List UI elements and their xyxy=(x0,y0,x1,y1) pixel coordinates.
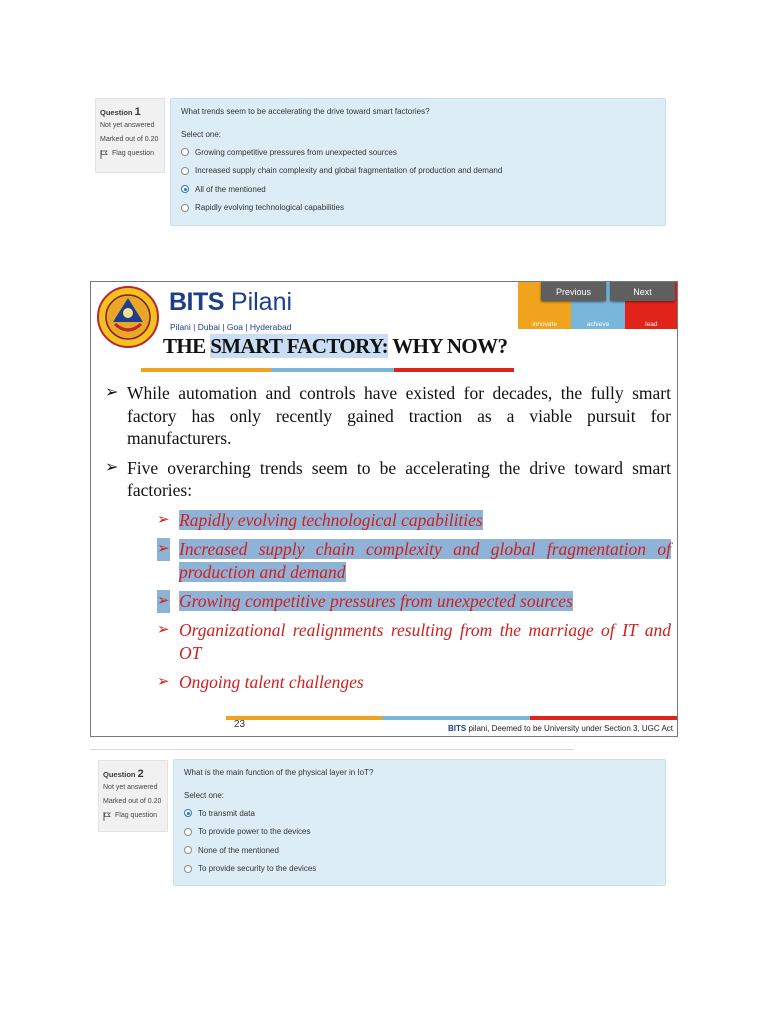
answer-option[interactable] xyxy=(184,841,655,860)
bullet-main-1-text: While automation and controls have existed for decades, the fully smart factory has only recently gained traction as a viable pursuit for manufacturers. xyxy=(127,383,671,448)
flag-question-2-button[interactable] xyxy=(103,811,163,822)
bullet-main-2 xyxy=(105,457,671,502)
bits-pilani-emblem-logo xyxy=(97,286,159,348)
arrow-bullet-icon: ➢ xyxy=(105,384,119,401)
question-2-text: What is the main function of the physical layer in IoT? xyxy=(184,768,374,777)
previous-button[interactable]: Previous xyxy=(541,282,606,301)
arrow-bullet-icon: ➢ xyxy=(157,511,170,528)
bullet-main-1 xyxy=(105,382,671,450)
sub-bullet-3-text: Growing competitive pressures from unexpected sources xyxy=(179,590,573,611)
question-1-status: Not yet answered xyxy=(100,122,155,130)
campus-list: Pilani | Dubai | Goa | Hyderabad xyxy=(170,322,292,332)
answer-option[interactable] xyxy=(184,860,655,879)
answer-option-label: All of the mentioned xyxy=(195,184,266,194)
flag-icon xyxy=(103,812,111,821)
question-number: 1 xyxy=(134,106,141,118)
tag-lead-label: lead xyxy=(645,321,658,328)
bullet-main-2-text: Five overarching trends seem to be accelerating the drive toward smart factories: xyxy=(127,457,671,500)
answer-option[interactable] xyxy=(181,199,655,218)
answer-option[interactable] xyxy=(181,180,655,199)
slide-footer-text xyxy=(448,724,673,733)
answer-option-label: To provide security to the devices xyxy=(198,864,317,874)
radio-button[interactable] xyxy=(181,167,189,175)
question-1-info xyxy=(95,98,165,173)
slide-page-number: 23 xyxy=(234,719,246,730)
divider-line xyxy=(90,749,574,750)
slide-nav xyxy=(541,282,675,302)
radio-button[interactable] xyxy=(184,809,192,817)
question-2-options xyxy=(184,804,655,878)
radio-button[interactable] xyxy=(184,828,192,836)
sub-bullet-1-text: Rapidly evolving technological capabilities xyxy=(179,509,483,530)
slide-bullets xyxy=(105,382,671,700)
answer-option-label: Increased supply chain complexity and global fragmentation of production and demand xyxy=(195,166,503,176)
sub-bullet-3 xyxy=(105,590,671,613)
arrow-bullet-icon: ➢ xyxy=(157,538,170,561)
select-one-label: Select one: xyxy=(181,130,222,139)
radio-button[interactable] xyxy=(181,148,189,156)
answer-option-label: None of the mentioned xyxy=(198,845,279,855)
brand-rest: Pilani xyxy=(223,288,293,316)
sub-bullet-2-text: Increased supply chain complexity and global fragmentation of production and demand xyxy=(179,538,671,582)
sub-bullet-4 xyxy=(105,619,671,665)
question-number: 2 xyxy=(137,768,144,780)
question-1-marks: Marked out of 0.20 xyxy=(100,135,159,143)
footer-bold: BITS xyxy=(448,724,467,733)
sub-bullet-5-text: Ongoing talent challenges xyxy=(179,671,364,692)
footer-bar-blue xyxy=(382,716,530,720)
tag-achieve-label: achieve xyxy=(586,321,610,328)
question-1-content xyxy=(170,98,666,226)
flag-question-label: Flag question xyxy=(115,811,158,819)
answer-option[interactable] xyxy=(181,143,655,162)
question-2-marks: Marked out of 0.20 xyxy=(103,797,162,805)
question-2-info xyxy=(98,760,168,832)
answer-option-label: To transmit data xyxy=(198,808,255,818)
answer-option[interactable] xyxy=(181,162,655,181)
lecture-slide xyxy=(90,281,678,737)
radio-button[interactable] xyxy=(184,865,192,873)
arrow-bullet-icon: ➢ xyxy=(157,673,170,690)
title-underline-orange xyxy=(141,368,271,372)
question-label-text: Question xyxy=(100,108,133,117)
answer-option-label: Rapidly evolving technological capabilities xyxy=(195,203,344,213)
answer-option-label: Growing competitive pressures from unexpected sources xyxy=(195,147,397,157)
select-one-label: Select one: xyxy=(184,791,225,800)
title-underline-blue xyxy=(271,368,394,372)
answer-option[interactable] xyxy=(184,804,655,823)
tag-innovate-label: innovate xyxy=(532,321,557,328)
question-2-label xyxy=(103,766,163,783)
brand-bold: BITS xyxy=(169,288,224,316)
answer-option-label: To provide power to the devices xyxy=(198,827,311,837)
question-1-text: What trends seem to be accelerating the drive toward smart factories? xyxy=(181,107,430,116)
question-1-label xyxy=(100,104,160,121)
title-part-1: THE xyxy=(163,334,211,358)
next-button[interactable]: Next xyxy=(610,282,675,301)
brand-name xyxy=(169,288,292,317)
arrow-bullet-icon: ➢ xyxy=(157,621,170,638)
question-2-status: Not yet answered xyxy=(103,784,158,792)
sub-bullet-2 xyxy=(105,538,671,584)
footer-bar-red xyxy=(530,716,678,720)
question-2-content xyxy=(173,759,666,886)
question-1-options xyxy=(181,143,655,217)
radio-button[interactable] xyxy=(184,846,192,854)
flag-question-1-button[interactable] xyxy=(100,149,160,160)
radio-button[interactable] xyxy=(181,185,189,193)
sub-bullet-1 xyxy=(105,509,671,532)
footer-bar-orange xyxy=(226,716,382,720)
footer-rest: pilani, Deemed to be University under Section 3, UGC Act xyxy=(466,724,673,733)
flag-question-label: Flag question xyxy=(112,149,155,157)
flag-icon xyxy=(100,150,108,159)
answer-option[interactable] xyxy=(184,823,655,842)
sub-bullet-5 xyxy=(105,671,671,694)
slide-title xyxy=(163,334,507,359)
title-part-3: WHY NOW? xyxy=(388,334,508,358)
title-underline-red xyxy=(394,368,514,372)
arrow-bullet-icon: ➢ xyxy=(157,590,170,613)
radio-button[interactable] xyxy=(181,204,189,212)
sub-bullet-4-text: Organizational realignments resulting from the marriage of IT and OT xyxy=(179,619,671,663)
title-highlight: SMART FACTORY: xyxy=(210,334,388,358)
arrow-bullet-icon: ➢ xyxy=(105,458,119,476)
question-label-text: Question xyxy=(103,770,136,779)
